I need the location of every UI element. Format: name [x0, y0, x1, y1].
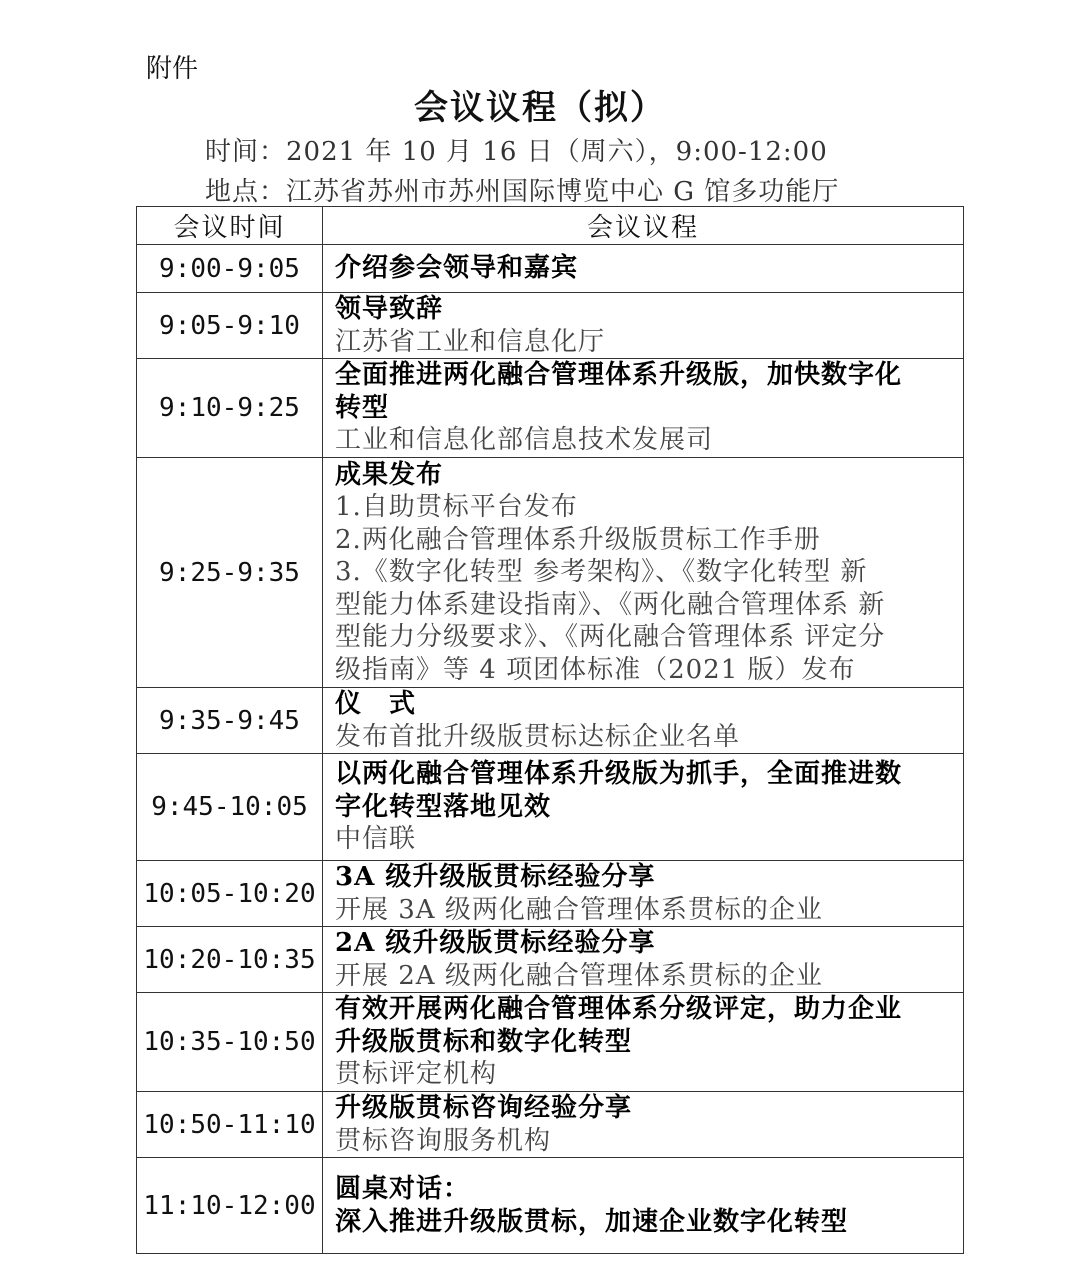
agenda-item-title: 3A 级升级版贯标经验分享 — [335, 862, 656, 892]
agenda-content — [323, 1092, 964, 1158]
agenda-item-title: 深入推进升级版贯标，加速企业数字化转型 — [335, 1206, 849, 1237]
agenda-row — [137, 688, 964, 754]
agenda-content — [323, 688, 964, 754]
agenda-time: 10:20-10:35 — [137, 927, 323, 993]
agenda-item-detail: 江苏省工业和信息化厅 — [335, 326, 606, 357]
agenda-row — [137, 245, 964, 293]
agenda-row — [137, 754, 964, 861]
agenda-item-detail: 开展 2A 级两化融合管理体系贯标的企业 — [335, 960, 823, 991]
agenda-time: 9:35-9:45 — [137, 688, 323, 754]
agenda-content — [323, 993, 964, 1092]
agenda-time: 10:05-10:20 — [137, 861, 323, 927]
agenda-item-title: 字化转型落地见效 — [335, 791, 552, 822]
agenda-content — [323, 927, 964, 993]
meeting-place: 地点：江苏省苏州市苏州国际博览中心 G 馆多功能厅 — [205, 177, 840, 207]
agenda-row — [137, 293, 964, 359]
agenda-item-title: 仪 式 — [335, 689, 417, 719]
agenda-row — [137, 1158, 964, 1254]
agenda-item-detail: 型能力分级要求》、《两化融合管理体系 评定分 — [335, 622, 886, 653]
agenda-item-detail: 贯标咨询服务机构 — [335, 1125, 552, 1156]
agenda-item-detail: 中信联 — [335, 824, 417, 855]
agenda-item-title: 全面推进两化融合管理体系升级版，加快数字化 — [335, 360, 903, 391]
agenda-item-detail: 3.《数字化转型 参考架构》、《数字化转型 新 — [335, 557, 868, 588]
meeting-time: 时间：2021 年 10 月 16 日（周六），9:00-12:00 — [205, 137, 828, 167]
agenda-table — [136, 206, 964, 1254]
agenda-item-title: 有效开展两化融合管理体系分级评定，助力企业 — [335, 994, 903, 1025]
agenda-row — [137, 927, 964, 993]
agenda-item-detail: 2.两化融合管理体系升级版贯标工作手册 — [335, 524, 821, 555]
agenda-time: 9:45-10:05 — [137, 754, 323, 861]
agenda-time: 10:50-11:10 — [137, 1092, 323, 1158]
column-header-agenda: 会议议程 — [323, 207, 964, 245]
agenda-row — [137, 359, 964, 458]
agenda-item-detail: 贯标评定机构 — [335, 1059, 498, 1090]
agenda-row — [137, 861, 964, 927]
agenda-item-detail: 发布首批升级版贯标达标企业名单 — [335, 721, 741, 752]
agenda-item-title: 转型 — [335, 392, 390, 423]
agenda-time: 9:10-9:25 — [137, 359, 323, 458]
agenda-item-title: 以两化融合管理体系升级版为抓手，全面推进数 — [335, 759, 903, 790]
agenda-row — [137, 458, 964, 688]
agenda-content — [323, 245, 964, 293]
agenda-time: 9:00-9:05 — [137, 245, 323, 293]
agenda-item-detail: 级指南》等 4 项团体标准（2021 版）发布 — [335, 654, 856, 685]
agenda-content — [323, 861, 964, 927]
agenda-content — [323, 359, 964, 458]
agenda-item-title: 圆桌对话： — [335, 1174, 471, 1204]
agenda-item-title: 2A 级升级版贯标经验分享 — [335, 928, 656, 958]
agenda-item-detail: 1.自助贯标平台发布 — [335, 492, 578, 523]
agenda-item-detail: 开展 3A 级两化融合管理体系贯标的企业 — [335, 894, 823, 925]
agenda-content — [323, 458, 964, 688]
agenda-body — [137, 245, 964, 1254]
column-header-time: 会议时间 — [137, 207, 323, 245]
agenda-item-title: 升级版贯标和数字化转型 — [335, 1026, 633, 1057]
agenda-content — [323, 293, 964, 359]
agenda-row — [137, 993, 964, 1092]
agenda-item-title: 领导致辞 — [335, 294, 444, 324]
agenda-time: 10:35-10:50 — [137, 993, 323, 1092]
agenda-item-title: 成果发布 — [335, 459, 444, 490]
agenda-item-detail: 型能力体系建设指南》、《两化融合管理体系 新 — [335, 589, 886, 620]
agenda-header-row — [137, 207, 964, 245]
page-title: 会议议程（拟） — [414, 88, 666, 128]
agenda-time: 9:25-9:35 — [137, 458, 323, 688]
agenda-time: 11:10-12:00 — [137, 1158, 323, 1254]
attachment-label: 附件 — [146, 54, 199, 84]
agenda-item-title: 介绍参会领导和嘉宾 — [335, 253, 579, 284]
agenda-item-title: 升级版贯标咨询经验分享 — [335, 1093, 633, 1123]
agenda-time: 9:05-9:10 — [137, 293, 323, 359]
agenda-content — [323, 1158, 964, 1254]
agenda-item-detail: 工业和信息化部信息技术发展司 — [335, 425, 714, 456]
agenda-row — [137, 1092, 964, 1158]
agenda-content — [323, 754, 964, 861]
